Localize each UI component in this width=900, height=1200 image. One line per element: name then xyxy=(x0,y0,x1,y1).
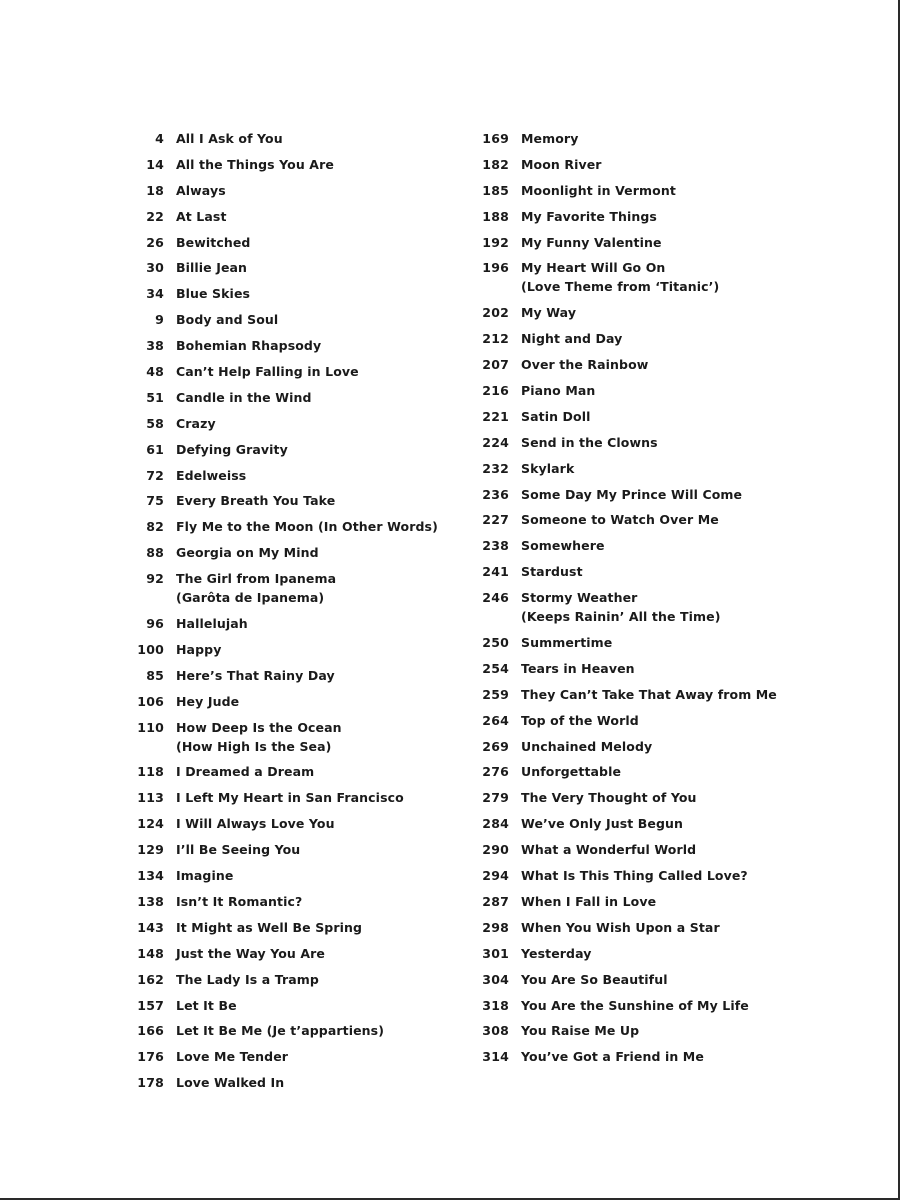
entry-title: Blue Skies xyxy=(176,286,251,302)
contents-entry xyxy=(463,355,793,374)
contents-entry xyxy=(463,129,793,148)
entry-title-block xyxy=(521,918,720,937)
contents-entry xyxy=(463,892,793,911)
entry-title: The Very Thought of You xyxy=(521,790,697,806)
contents-entry xyxy=(118,814,448,833)
contents-entry xyxy=(463,633,793,652)
contents-entry xyxy=(118,233,448,252)
entry-title: Top of the World xyxy=(521,712,639,728)
contents-entry xyxy=(463,258,793,296)
entry-page-number: 129 xyxy=(137,842,164,858)
contents-entry xyxy=(118,207,448,226)
entry-title-block xyxy=(176,207,227,226)
contents-entry xyxy=(118,718,448,756)
entry-page-number: 110 xyxy=(137,719,164,735)
entry-page-number: 58 xyxy=(146,415,164,431)
contents-entry xyxy=(118,155,448,174)
contents-entry xyxy=(118,440,448,459)
entry-title: Billie Jean xyxy=(176,260,248,276)
entry-title-block xyxy=(521,970,668,989)
entry-title-block xyxy=(521,588,721,626)
entry-title: Skylark xyxy=(521,460,575,476)
entry-title-block xyxy=(176,788,404,807)
entry-title-block xyxy=(176,517,438,536)
entry-page-number: 202 xyxy=(482,305,509,321)
entry-title-block xyxy=(521,155,602,174)
entry-title: Send in the Clowns xyxy=(521,434,658,450)
contents-entry xyxy=(463,737,793,756)
entry-page-number: 176 xyxy=(137,1049,164,1065)
entry-title-block xyxy=(176,491,335,510)
entry-title: You Raise Me Up xyxy=(521,1023,640,1039)
entry-title-block xyxy=(176,258,247,277)
entry-title-block xyxy=(176,762,314,781)
entry-page-number: 157 xyxy=(137,997,164,1013)
entry-title: How Deep Is the Ocean xyxy=(176,719,342,735)
contents-entry xyxy=(463,155,793,174)
entry-title-block xyxy=(521,762,621,781)
entry-title-block xyxy=(176,181,226,200)
entry-page-number: 182 xyxy=(482,156,509,172)
entry-title-block xyxy=(521,459,574,478)
entry-page-number: 14 xyxy=(146,156,164,172)
contents-entry xyxy=(118,866,448,885)
entry-title-block xyxy=(176,944,325,963)
entry-title-block xyxy=(521,303,576,322)
entry-title: Someone to Watch Over Me xyxy=(521,512,719,528)
contents-entry xyxy=(118,310,448,329)
entry-page-number: 4 xyxy=(155,131,164,146)
entry-title-block xyxy=(521,1047,704,1066)
entry-title: Georgia on My Mind xyxy=(176,545,319,561)
contents-entry xyxy=(118,944,448,963)
entry-title-block xyxy=(521,536,605,555)
entry-subtitle: (Garôta de Ipanema) xyxy=(176,590,325,606)
entry-title: Moon River xyxy=(521,156,602,172)
entry-page-number: 18 xyxy=(146,182,164,198)
entry-page-number: 113 xyxy=(137,790,164,806)
entry-title-block xyxy=(176,918,362,937)
entry-title-block xyxy=(521,996,749,1015)
contents-entry xyxy=(463,536,793,555)
contents-entry xyxy=(118,181,448,200)
entry-title-block xyxy=(176,233,250,252)
entry-page-number: 30 xyxy=(146,260,164,276)
entry-title: Candle in the Wind xyxy=(176,389,312,405)
entry-title-block xyxy=(521,181,676,200)
entry-title: At Last xyxy=(176,208,227,224)
entry-page-number: 250 xyxy=(482,635,509,651)
contents-entry xyxy=(118,491,448,510)
entry-title: We’ve Only Just Begun xyxy=(521,816,684,832)
entry-title-block xyxy=(521,433,658,452)
entry-title-block xyxy=(176,388,312,407)
entry-page-number: 314 xyxy=(482,1049,509,1065)
contents-entry xyxy=(118,1021,448,1040)
contents-entry xyxy=(118,362,448,381)
entry-title-block xyxy=(176,336,321,355)
contents-entry xyxy=(118,1073,448,1092)
entry-title: My Funny Valentine xyxy=(521,234,662,250)
entry-title-block xyxy=(176,414,216,433)
entry-title-block xyxy=(521,814,683,833)
entry-title-block xyxy=(176,1073,284,1092)
contents-entry xyxy=(118,543,448,562)
entry-title-block xyxy=(521,659,635,678)
entry-title-block xyxy=(176,284,250,303)
entry-title: Let It Be xyxy=(176,997,237,1013)
contents-entry xyxy=(118,892,448,911)
contents-entry xyxy=(118,614,448,633)
entry-title-block xyxy=(176,718,342,756)
entry-title: Bewitched xyxy=(176,234,251,250)
entry-title-block xyxy=(176,692,239,711)
contents-entry xyxy=(463,303,793,322)
contents-entry xyxy=(118,692,448,711)
contents-entry xyxy=(118,970,448,989)
entry-page-number: 82 xyxy=(146,519,164,535)
contents-entry xyxy=(118,788,448,807)
entry-page-number: 72 xyxy=(146,467,164,483)
entry-title: Body and Soul xyxy=(176,312,279,328)
entry-title: Satin Doll xyxy=(521,408,591,424)
contents-entry xyxy=(118,517,448,536)
entry-title: The Lady Is a Tramp xyxy=(176,971,319,987)
entry-title: My Favorite Things xyxy=(521,208,657,224)
entry-title: Love Me Tender xyxy=(176,1049,289,1065)
contents-entry xyxy=(463,840,793,859)
entry-page-number: 96 xyxy=(146,616,164,632)
entry-page-number: 124 xyxy=(137,816,164,832)
entry-page-number: 85 xyxy=(146,667,164,683)
entry-title-block xyxy=(521,944,592,963)
entry-title: You’ve Got a Friend in Me xyxy=(521,1049,704,1065)
entry-page-number: 196 xyxy=(482,260,509,276)
entry-title-block xyxy=(521,485,742,504)
entry-title-block xyxy=(521,711,639,730)
entry-title: Stardust xyxy=(521,564,583,580)
entry-title-block xyxy=(521,233,662,252)
entry-title: It Might as Well Be Spring xyxy=(176,919,363,935)
entry-page-number: 221 xyxy=(482,408,509,424)
contents-entry xyxy=(463,181,793,200)
entry-title: Hey Jude xyxy=(176,693,240,709)
entry-page-number: 294 xyxy=(482,868,509,884)
entry-title-block xyxy=(521,1021,639,1040)
entry-title: They Can’t Take That Away from Me xyxy=(521,686,777,702)
entry-title: You Are the Sunshine of My Life xyxy=(521,997,749,1013)
entry-page-number: 9 xyxy=(155,312,164,328)
entry-title: My Way xyxy=(521,305,577,321)
entry-title-block xyxy=(521,685,777,704)
entry-title-block xyxy=(176,840,300,859)
entry-page-number: 269 xyxy=(482,738,509,754)
entry-title-block xyxy=(521,129,578,148)
entry-page-number: 92 xyxy=(146,571,164,587)
entry-page-number: 138 xyxy=(137,893,164,909)
entry-title-block xyxy=(521,407,590,426)
entry-page-number: 279 xyxy=(482,790,509,806)
entry-title: Memory xyxy=(521,131,579,146)
entry-title-block xyxy=(521,866,748,885)
contents-entry xyxy=(463,459,793,478)
entry-page-number: 178 xyxy=(137,1075,164,1091)
entry-page-number: 88 xyxy=(146,545,164,561)
entry-title: Stormy Weather xyxy=(521,590,638,606)
entry-title-block xyxy=(176,996,237,1015)
entry-title: Summertime xyxy=(521,635,613,651)
contents-entry xyxy=(118,640,448,659)
entry-title: What a Wonderful World xyxy=(521,842,697,858)
entry-page-number: 192 xyxy=(482,234,509,250)
entry-page-number: 264 xyxy=(482,712,509,728)
contents-entry xyxy=(463,562,793,581)
entry-title: Happy xyxy=(176,641,222,657)
entry-title-block xyxy=(176,362,359,381)
entry-page-number: 290 xyxy=(482,842,509,858)
entry-title: My Heart Will Go On xyxy=(521,260,666,276)
entry-page-number: 22 xyxy=(146,208,164,224)
entry-page-number: 143 xyxy=(137,919,164,935)
entry-subtitle: (Keeps Rainin’ All the Time) xyxy=(521,609,721,625)
entry-title: All the Things You Are xyxy=(176,156,334,172)
entry-page-number: 61 xyxy=(146,441,164,457)
entry-page-number: 298 xyxy=(482,919,509,935)
contents-entry xyxy=(463,866,793,885)
entry-page-number: 100 xyxy=(137,641,164,657)
entry-title-block xyxy=(176,866,233,885)
contents-entry xyxy=(118,569,448,607)
entry-title: The Girl from Ipanema xyxy=(176,571,337,587)
entry-page-number: 241 xyxy=(482,564,509,580)
contents-entry xyxy=(463,329,793,348)
entry-page-number: 259 xyxy=(482,686,509,702)
contents-entry xyxy=(463,1021,793,1040)
contents-entry xyxy=(463,1047,793,1066)
entry-page-number: 166 xyxy=(137,1023,164,1039)
entry-page-number: 38 xyxy=(146,338,164,354)
entry-title: Here’s That Rainy Day xyxy=(176,667,335,683)
entry-title-block xyxy=(521,381,595,400)
entry-title: I Will Always Love You xyxy=(176,816,335,832)
contents-entry xyxy=(118,284,448,303)
entry-page-number: 75 xyxy=(146,493,164,509)
entry-page-number: 169 xyxy=(482,131,509,146)
entry-title: Edelweiss xyxy=(176,467,247,483)
entry-title: Love Walked In xyxy=(176,1075,285,1091)
entry-title: Isn’t It Romantic? xyxy=(176,893,303,909)
entry-title: Unchained Melody xyxy=(521,738,653,754)
contents-entry xyxy=(463,814,793,833)
entry-title-block xyxy=(176,970,319,989)
contents-entry xyxy=(463,485,793,504)
entry-title: I Dreamed a Dream xyxy=(176,764,315,780)
entry-title: Crazy xyxy=(176,415,216,431)
entry-title: When I Fall in Love xyxy=(521,893,657,909)
entry-title-block xyxy=(176,666,335,685)
entry-page-number: 301 xyxy=(482,945,509,961)
entry-title: Somewhere xyxy=(521,538,605,554)
entry-page-number: 188 xyxy=(482,208,509,224)
entry-title-block xyxy=(176,1021,384,1040)
contents-entry xyxy=(463,207,793,226)
entry-page-number: 212 xyxy=(482,331,509,347)
entry-subtitle: (How High Is the Sea) xyxy=(176,738,332,754)
entry-title: Let It Be Me (Je t’appartiens) xyxy=(176,1023,385,1039)
entry-page-number: 232 xyxy=(482,460,509,476)
entry-page-number: 238 xyxy=(482,538,509,554)
entry-page-number: 185 xyxy=(482,182,509,198)
contents-entry xyxy=(463,970,793,989)
entry-title-block xyxy=(521,892,656,911)
contents-entry xyxy=(118,918,448,937)
entry-title: Fly Me to the Moon (In Other Words) xyxy=(176,519,438,535)
contents-right-column xyxy=(463,129,793,1073)
entry-subtitle: (Love Theme from ‘Titanic’) xyxy=(521,279,720,295)
contents-entry xyxy=(118,762,448,781)
entry-title-block xyxy=(521,840,696,859)
entry-title: Night and Day xyxy=(521,331,623,347)
entry-title: Moonlight in Vermont xyxy=(521,182,676,198)
contents-entry xyxy=(463,407,793,426)
entry-page-number: 276 xyxy=(482,764,509,780)
entry-title: Defying Gravity xyxy=(176,441,288,457)
entry-page-number: 254 xyxy=(482,660,509,676)
entry-title: All I Ask of You xyxy=(176,131,283,146)
entry-title: Unforgettable xyxy=(521,764,622,780)
contents-entry xyxy=(463,762,793,781)
entry-title: You Are So Beautiful xyxy=(521,971,668,987)
entry-title: Every Breath You Take xyxy=(176,493,336,509)
entry-title: Hallelujah xyxy=(176,616,248,632)
contents-entry xyxy=(463,659,793,678)
contents-entry xyxy=(118,414,448,433)
entry-page-number: 224 xyxy=(482,434,509,450)
contents-entry xyxy=(463,685,793,704)
entry-title: Just the Way You Are xyxy=(176,945,325,961)
entry-title-block xyxy=(176,155,334,174)
entry-page-number: 246 xyxy=(482,590,509,606)
entry-page-number: 134 xyxy=(137,868,164,884)
entry-page-number: 207 xyxy=(482,357,509,373)
contents-entry xyxy=(118,996,448,1015)
contents-entry xyxy=(118,466,448,485)
entry-page-number: 236 xyxy=(482,486,509,502)
entry-page-number: 227 xyxy=(482,512,509,528)
entry-title-block xyxy=(521,510,719,529)
entry-page-number: 216 xyxy=(482,383,509,399)
entry-title-block xyxy=(176,129,283,148)
entry-title-block xyxy=(521,562,583,581)
entry-page-number: 51 xyxy=(146,389,164,405)
entry-title-block xyxy=(176,640,221,659)
entry-page-number: 106 xyxy=(137,693,164,709)
contents-entry xyxy=(118,336,448,355)
contents-entry xyxy=(118,388,448,407)
entry-page-number: 34 xyxy=(146,286,164,302)
contents-entry xyxy=(463,233,793,252)
entry-page-number: 48 xyxy=(146,364,164,380)
entry-title-block xyxy=(176,814,335,833)
entry-title-block xyxy=(521,355,648,374)
entry-title-block xyxy=(176,569,336,607)
contents-entry xyxy=(463,588,793,626)
entry-page-number: 118 xyxy=(137,764,164,780)
contents-entry xyxy=(463,510,793,529)
entry-page-number: 26 xyxy=(146,234,164,250)
entry-title: Can’t Help Falling in Love xyxy=(176,364,359,380)
entry-title-block xyxy=(176,1047,288,1066)
entry-title: What Is This Thing Called Love? xyxy=(521,868,748,884)
contents-entry xyxy=(463,996,793,1015)
entry-title: When You Wish Upon a Star xyxy=(521,919,720,935)
entry-page-number: 284 xyxy=(482,816,509,832)
entry-title: Imagine xyxy=(176,868,234,884)
entry-page-number: 304 xyxy=(482,971,509,987)
entry-title: Yesterday xyxy=(521,945,592,961)
contents-entry xyxy=(118,840,448,859)
entry-title-block xyxy=(176,466,246,485)
entry-title-block xyxy=(176,543,319,562)
entry-title-block xyxy=(521,737,652,756)
entry-title: Over the Rainbow xyxy=(521,357,649,373)
contents-entry xyxy=(463,944,793,963)
entry-page-number: 308 xyxy=(482,1023,509,1039)
contents-entry xyxy=(118,129,448,148)
contents-entry xyxy=(463,381,793,400)
entry-title: Some Day My Prince Will Come xyxy=(521,486,743,502)
contents-left-column xyxy=(118,129,448,1099)
entry-title-block xyxy=(521,258,719,296)
entry-title-block xyxy=(176,440,288,459)
entry-title: Piano Man xyxy=(521,383,596,399)
entry-page-number: 162 xyxy=(137,971,164,987)
entry-page-number: 148 xyxy=(137,945,164,961)
contents-entry xyxy=(118,666,448,685)
contents-entry xyxy=(118,1047,448,1066)
contents-entry xyxy=(118,258,448,277)
contents-entry xyxy=(463,433,793,452)
entry-title: Bohemian Rhapsody xyxy=(176,338,322,354)
entry-title-block xyxy=(521,329,622,348)
entry-page-number: 287 xyxy=(482,893,509,909)
entry-title: Tears in Heaven xyxy=(521,660,635,676)
entry-title-block xyxy=(176,310,278,329)
entry-title-block xyxy=(176,892,302,911)
contents-entry xyxy=(463,918,793,937)
entry-title-block xyxy=(521,633,612,652)
entry-title: I Left My Heart in San Francisco xyxy=(176,790,404,806)
contents-entry xyxy=(463,788,793,807)
entry-title-block xyxy=(176,614,248,633)
entry-title: Always xyxy=(176,182,226,198)
entry-title: I’ll Be Seeing You xyxy=(176,842,301,858)
entry-title-block xyxy=(521,207,657,226)
entry-title-block xyxy=(521,788,697,807)
entry-page-number: 318 xyxy=(482,997,509,1013)
contents-entry xyxy=(463,711,793,730)
